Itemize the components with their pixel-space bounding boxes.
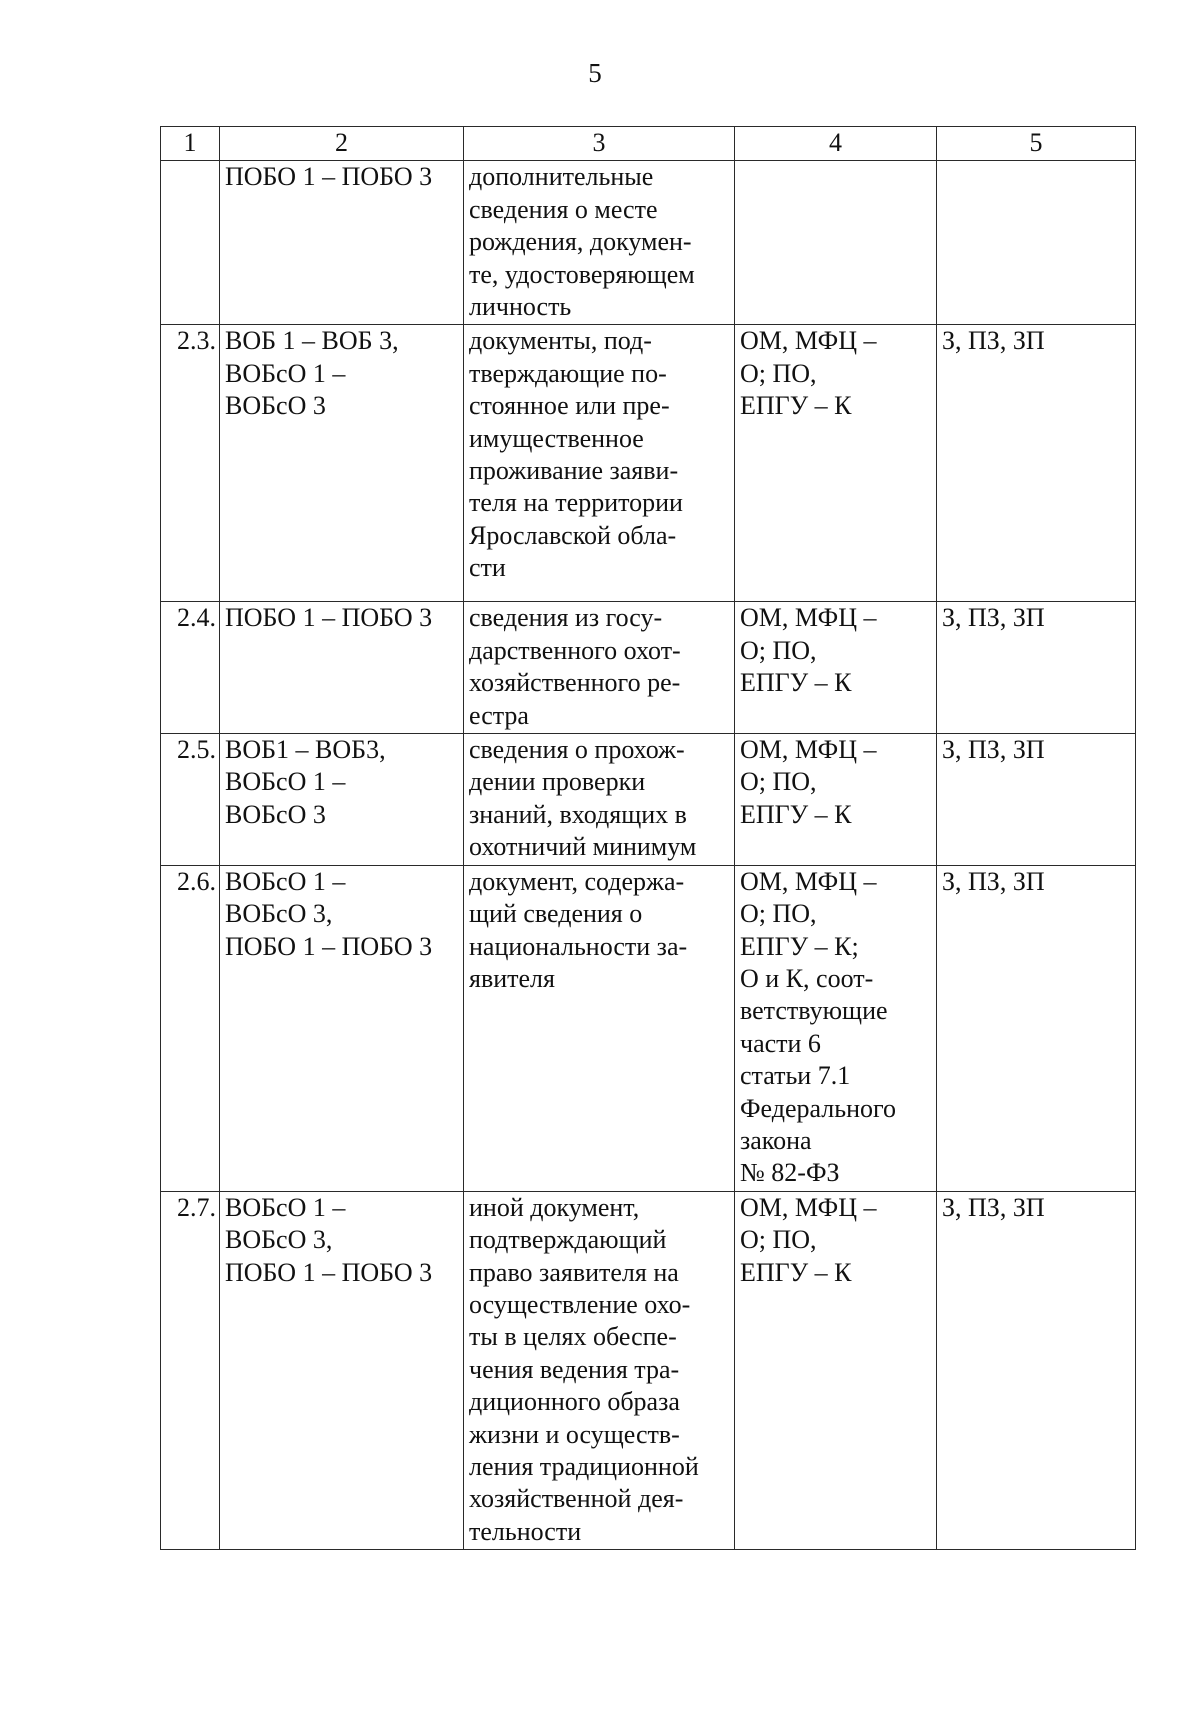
table-row (161, 161, 1136, 325)
table-row (161, 325, 1136, 602)
cell-line: ВОБсО 3 (225, 391, 326, 421)
applicant-group-cell (220, 1191, 464, 1549)
cell-line: ЕПГУ – К (740, 668, 852, 698)
stage-cell (937, 161, 1136, 325)
cell-line: тверждающие по- (469, 358, 667, 388)
cell-line: ОМ, МФЦ – (740, 735, 877, 765)
cell-line: чения ведения тра- (469, 1354, 680, 1384)
table-row (161, 1191, 1136, 1549)
source-cell (735, 734, 937, 866)
cell-line: ВОБсО 3, (225, 899, 333, 929)
cell-line: ления традиционной (469, 1452, 699, 1481)
cell-line: ветствующие (740, 996, 888, 1026)
cell-line: ЕПГУ – К (740, 799, 852, 829)
document-cell (464, 865, 735, 1191)
cell-line: хозяйственной дея- (469, 1484, 684, 1514)
stage-cell (937, 1191, 1136, 1549)
cell-line: ты в целях обеспе- (469, 1322, 677, 1352)
cell-line: части 6 (740, 1028, 821, 1058)
cell-line: хозяйственного ре- (469, 668, 681, 698)
cell-line: Ярославской обла- (469, 520, 677, 550)
source-cell (735, 1191, 937, 1549)
row-number-cell: 2.6. (161, 865, 220, 1191)
cell-line: сведения из госу- (469, 603, 663, 633)
page-number: 5 (588, 58, 602, 88)
row-number-cell: 2.7. (161, 1191, 220, 1549)
cell-line: ВОБсО 1 – (225, 1192, 346, 1222)
cell-line: личность (469, 292, 572, 322)
cell-line: З, ПЗ, ЗП (942, 735, 1045, 765)
cell-line: закона (740, 1125, 812, 1155)
source-cell (735, 325, 937, 602)
cell-line: сведения о месте (469, 194, 658, 224)
cell-line: З, ПЗ, ЗП (942, 603, 1045, 633)
cell-line: ВОБсО 1 – (225, 866, 346, 896)
cell-line: ЕПГУ – К; (740, 931, 859, 961)
cell-line: О; ПО, (740, 635, 817, 665)
cell-line: стоянное или пре- (469, 391, 670, 421)
table-row (161, 602, 1136, 734)
cell-line: право заявителя на (469, 1257, 679, 1287)
cell-line: щий сведения о (469, 899, 643, 929)
document-cell (464, 325, 735, 602)
cell-line: осуществление охо- (469, 1289, 691, 1319)
cell-line: З, ПЗ, ЗП (942, 866, 1045, 896)
cell-line: естра (469, 700, 529, 730)
table-header-row (161, 127, 1136, 161)
applicant-group-cell (220, 865, 464, 1191)
cell-line: ВОБсО 3, (225, 1225, 333, 1255)
cell-line: ПОБО 1 – ПОБО 3 (225, 931, 433, 961)
cell-line: проживание заяви- (469, 456, 679, 486)
cell-line: О; ПО, (740, 358, 817, 388)
cell-line: статьи 7.1 (740, 1061, 851, 1091)
cell-line: документы, под- (469, 326, 652, 356)
column-header: 4 (735, 127, 937, 161)
cell-line: З, ПЗ, ЗП (942, 326, 1045, 356)
source-cell (735, 161, 937, 325)
document-cell (464, 161, 735, 325)
document-cell (464, 734, 735, 866)
applicant-group-cell (220, 161, 464, 325)
document-cell (464, 1191, 735, 1549)
cell-line: ОМ, МФЦ – (740, 603, 877, 633)
cell-line: О; ПО, (740, 899, 817, 929)
cell-line: знаний, входящих в (469, 799, 687, 829)
column-header: 1 (161, 127, 220, 161)
applicant-group-cell (220, 734, 464, 866)
cell-line: ОМ, МФЦ – (740, 866, 877, 896)
cell-line: № 82-ФЗ (740, 1158, 840, 1188)
cell-line: ПОБО 1 – ПОБО 3 (225, 1257, 433, 1287)
cell-line: иной документ, (469, 1192, 640, 1222)
document-cell (464, 602, 735, 734)
cell-line: диционного образа (469, 1387, 680, 1417)
cell-line: ВОБ 1 – ВОБ 3, (225, 326, 399, 356)
cell-line: ОМ, МФЦ – (740, 1192, 877, 1222)
table-row (161, 734, 1136, 866)
cell-line: подтверждающий (469, 1225, 667, 1255)
cell-line: национальности за- (469, 931, 688, 961)
source-cell (735, 865, 937, 1191)
cell-line: те, удостоверяющем (469, 259, 695, 289)
cell-line: охотничий минимум (469, 832, 697, 862)
cell-line: рождения, докумен- (469, 227, 692, 257)
cell-line: теля на территории (469, 488, 683, 518)
cell-line: тельности (469, 1516, 582, 1546)
cell-line: Федерального (740, 1093, 897, 1123)
row-number-cell (161, 161, 220, 325)
cell-line: ЕПГУ – К (740, 1257, 852, 1287)
row-number-cell: 2.5. (161, 734, 220, 866)
cell-line: О и К, соот- (740, 963, 874, 993)
cell-line: ВОБсО 3 (225, 799, 326, 829)
column-header: 3 (464, 127, 735, 161)
stage-cell (937, 325, 1136, 602)
cell-line: З, ПЗ, ЗП (942, 1192, 1045, 1222)
documents-table (160, 126, 1136, 1550)
cell-line: дении проверки (469, 767, 646, 797)
stage-cell (937, 602, 1136, 734)
cell-line: сти (469, 553, 506, 583)
cell-line: ВОБсО 1 – (225, 767, 346, 797)
cell-line: ПОБО 1 – ПОБО 3 (225, 603, 433, 633)
cell-line: дарственного охот- (469, 635, 681, 665)
cell-line: ВОБ1 – ВОБ3, (225, 735, 386, 765)
cell-line: дополнительные (469, 162, 654, 192)
cell-line: ОМ, МФЦ – (740, 326, 877, 356)
table-row (161, 865, 1136, 1191)
cell-line: документ, содержа- (469, 866, 685, 896)
cell-line: ЕПГУ – К (740, 391, 852, 421)
source-cell (735, 602, 937, 734)
applicant-group-cell (220, 325, 464, 602)
stage-cell (937, 865, 1136, 1191)
row-number-cell: 2.4. (161, 602, 220, 734)
table-body (161, 161, 1136, 1550)
stage-cell (937, 734, 1136, 866)
cell-line: ПОБО 1 – ПОБО 3 (225, 162, 433, 192)
cell-line: явителя (469, 963, 555, 993)
cell-line: имущественное (469, 423, 644, 453)
cell-line: жизни и осуществ- (469, 1419, 680, 1449)
cell-line: ВОБсО 1 – (225, 358, 346, 388)
cell-line: О; ПО, (740, 1225, 817, 1255)
cell-line: О; ПО, (740, 767, 817, 797)
column-header: 2 (220, 127, 464, 161)
row-number-cell: 2.3. (161, 325, 220, 602)
cell-line: сведения о прохож- (469, 735, 685, 765)
applicant-group-cell (220, 602, 464, 734)
column-header: 5 (937, 127, 1136, 161)
